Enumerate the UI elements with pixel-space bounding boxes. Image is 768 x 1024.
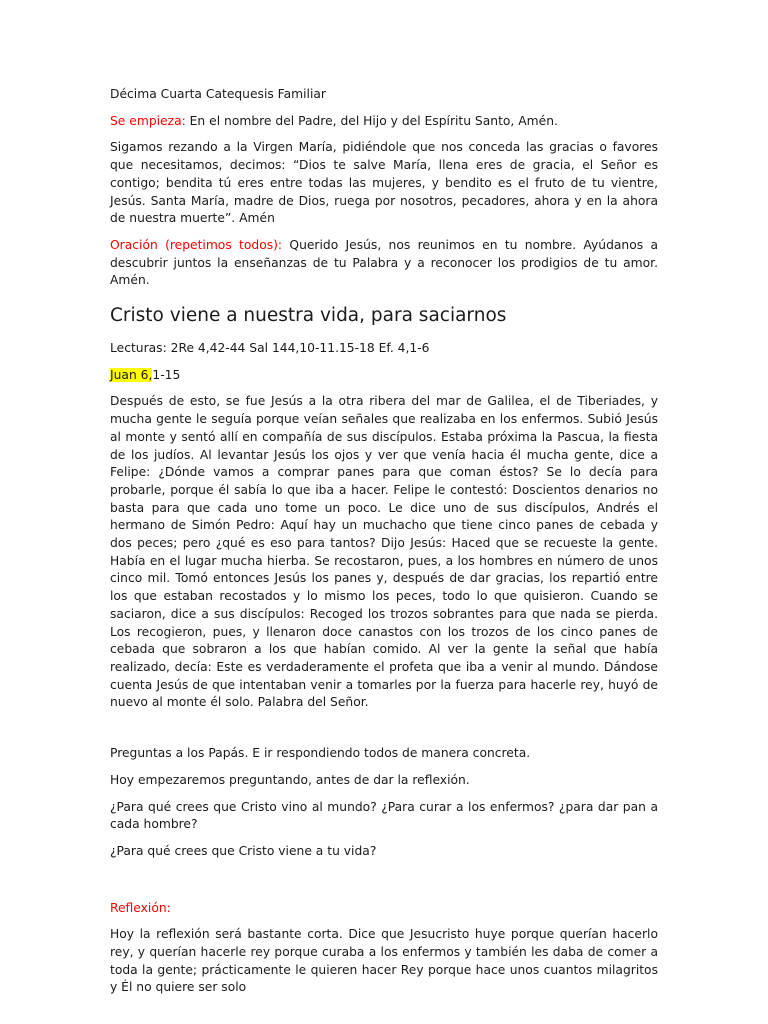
reflection-text: Hoy la reflexión será bastante corta. Dice que Jesucristo huye porque querían hacerlo rey, y querían hacerle rey porque curaba a los enfermos y también les daba de comer a toda la gente; prácticamente le quieren hacer Rey porque hace unos cuantos milagritos y Él no quiere ser solo [110, 927, 658, 995]
prayer-paragraph [110, 237, 658, 290]
gospel-reference [110, 367, 658, 385]
gospel-reference-highlight: Juan 6, [110, 367, 153, 382]
question-1: ¿Para qué crees que Cristo vino al mundo? ¿Para curar a los enfermos? ¿para dar pan a cada hombre? [110, 799, 658, 832]
opening-label: Se empieza: [110, 113, 186, 128]
opening-paragraph [110, 113, 658, 131]
gospel-reference-rest: 1-15 [152, 367, 181, 382]
prayer-label: Oración (repetimos todos): [110, 237, 283, 252]
opening-text: En el nombre del Padre, del Hijo y del Espíritu Santo, Amén. [185, 113, 558, 128]
questions-start: Hoy empezaremos preguntando, antes de dar la reflexión. [110, 772, 470, 787]
gospel-text: Después de esto, se fue Jesús a la otra ribera del mar de Galilea, el de Tiberiades, y mucha gente le seguía porque veían señales que realizaba en los enfermos. Subió Jesús al monte y sentó allí en compañía de sus discípulos. Estaba próxima la Pascua, la fiesta de los judíos. Al levantar Jesús los ojos y ver que venía hacia él mucha gente, dice a Felipe: ¿Dónde vamos a comprar panes para que coman éstos? Se lo decía para probarle, porque él sabía lo que iba a hacer. Felipe le contestó: Doscientos denarios no basta para que cada uno tome un poco. Le dice uno de sus discípulos, Andrés el hermano de Simón Pedro: Aquí hay un muchacho que tiene cinco panes de cebada y dos peces; pero ¿qué es eso para tantos? Dijo Jesús: Haced que se recueste la gente. Había en el lugar mucha hierba. Se recostaron, pues, a los hombres en número de unos cinco mil. Tomó entonces Jesús los panes y, después de dar gracias, los repartió entre los que estaban recostados y lo mismo los peces, todo lo que quisieron. Cuando se saciaron, dice a sus discípulos: Recoged los trozos sobrantes para que nada se pierda. Los recogieron, pues, y llenaron doce canastos con los trozos de los cinco panes de cebada que sobraron a los que habían comido. Al ver la gente la señal que había realizado, decía: Este es verdaderamente el profeta que iba a venir al mundo. Dándose cuenta Jesús de que intentaban venir a tomarles por la fuerza para hacerle rey, huyó de nuevo al monte él solo. Palabra del Señor. [110, 394, 658, 710]
document-title: Décima Cuarta Catequesis Familiar [110, 87, 326, 101]
questions-intro: Preguntas a los Papás. E ir respondiendo todos de manera concreta. [110, 746, 531, 761]
question-2: ¿Para qué crees que Cristo viene a tu vida? [110, 843, 377, 858]
section-heading: Cristo viene a nuestra vida, para saciarnos [110, 305, 507, 327]
ave-maria-paragraph: Sigamos rezando a la Virgen María, pidiéndole que nos conceda las gracias o favores que necesitamos, decimos: “Dios te salve María, llena eres de gracia, el Señor es contigo; bendita tú eres entre todas las mujeres, y bendito es el fruto de tu vientre, Jesús. Santa María, madre de Dios, ruega por nosotros, pecadores, ahora y en la ahora de nuestra muerte”. Amén [110, 140, 658, 226]
prayer-text: Querido Jesús, nos reunimos en tu nombre. Ayúdanos a descubrir juntos la enseñanzas de tu Palabra y a reconocer los prodigios de tu amor. Amén. [110, 237, 658, 288]
spacer [110, 870, 658, 900]
readings-line: Lecturas: 2Re 4,42-44 Sal 144,10-11.15-18 Ef. 4,1-6 [110, 341, 430, 356]
reflection-label: Reflexión: [110, 900, 171, 915]
spacer [110, 721, 658, 745]
